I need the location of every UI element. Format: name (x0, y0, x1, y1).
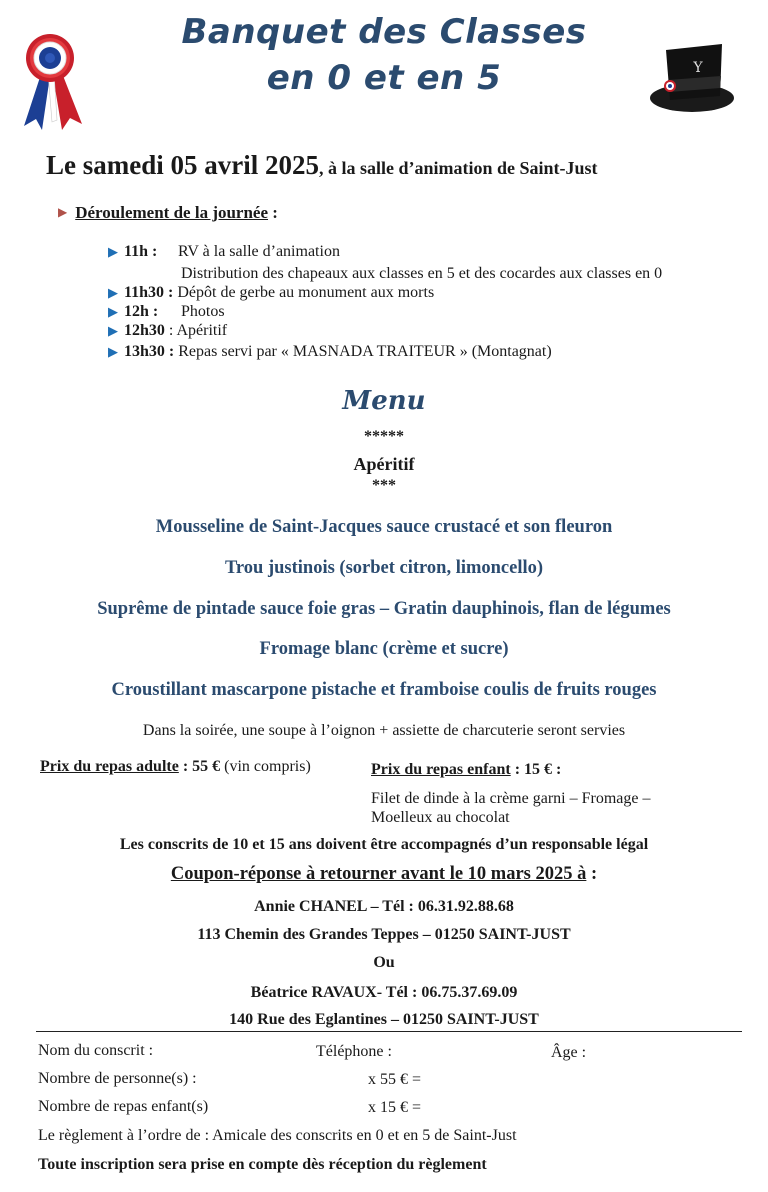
schedule-text: Photos (181, 303, 225, 320)
schedule-time: 11h : (124, 243, 158, 260)
coupon-heading (0, 864, 768, 885)
minors-notice: Les conscrits de 10 et 15 ans doivent être accompagnés d’un responsable légal (119, 836, 649, 853)
schedule-time: 12h : (124, 303, 159, 320)
banner-title-line-2: en 0 et en 5 (266, 58, 502, 98)
contact-2-name: Béatrice RAVAUX- Tél : 06.75.37.69.09 (250, 984, 518, 1001)
form-name-label: Nom du conscrit : (38, 1042, 154, 1059)
menu-dish: Fromage blanc (crème et sucre) (259, 639, 509, 659)
schedule-item (108, 322, 227, 340)
banner-title-line-1: Banquet des Classes (181, 12, 587, 52)
evening-note: Dans la soirée, une soupe à l’oignon + assiette de charcuterie seront servies (142, 722, 626, 739)
schedule-text: Dépôt de gerbe au monument aux morts (177, 284, 435, 301)
contact-1-address: 113 Chemin des Grandes Teppes – 01250 SAINT-JUST (197, 926, 571, 943)
schedule-text: RV à la salle d’animation (178, 243, 340, 260)
child-price (371, 761, 561, 779)
child-price-label: Prix du repas enfant (371, 761, 511, 778)
menu-stars-3: *** (372, 477, 396, 494)
program-heading-label: Déroulement de la journée (75, 203, 269, 222)
form-age-label: Âge : (551, 1044, 587, 1061)
menu-dish: Mousseline de Saint-Jacques sauce crustacé et son fleuron (155, 517, 613, 537)
form-persons-label: Nombre de personne(s) : (38, 1070, 197, 1087)
program-heading (58, 203, 278, 223)
schedule-item (108, 343, 552, 361)
contact-or: Ou (373, 954, 395, 971)
svg-text:Y: Y (693, 60, 703, 76)
play-bullet-icon: ▶ (108, 344, 118, 359)
adult-price-value: : 55 € (178, 758, 221, 775)
play-bullet-icon: ▶ (108, 304, 118, 319)
contact-1-name: Annie CHANEL – Tél : 06.31.92.88.68 (254, 898, 514, 915)
coupon-heading-label: Coupon-réponse à retourner avant le 10 mars 2025 à (170, 864, 587, 884)
form-phone-label: Téléphone : (316, 1043, 392, 1060)
schedule-item (181, 265, 662, 283)
menu-dish: Suprême de pintade sauce foie gras – Gratin dauphinois, flan de légumes (97, 599, 671, 619)
menu-aperitif: Apéritif (353, 454, 415, 474)
contact-2-address: 140 Rue des Eglantines – 01250 SAINT-JUST (229, 1011, 539, 1028)
schedule-text: : Apéritif (168, 322, 228, 339)
adult-price-label: Prix du repas adulte (40, 758, 179, 775)
schedule-time: 13h30 : (124, 343, 175, 360)
adult-price (40, 758, 311, 776)
schedule-item (108, 243, 340, 261)
adult-price-note: (vin compris) (220, 758, 311, 775)
form-child-meals-label: Nombre de repas enfant(s) (38, 1098, 209, 1115)
event-date-line (46, 150, 598, 181)
schedule-text: Distribution des chapeaux aux classes en 5 et des cocardes aux classes en 0 (181, 265, 663, 282)
form-final-note: Toute inscription sera prise en compte dès réception du règlement (38, 1156, 487, 1173)
coupon-heading-colon: : (586, 864, 598, 884)
schedule-item (108, 284, 434, 302)
form-persons-multiplier: x 55 € = (368, 1071, 422, 1088)
menu-dish: Trou justinois (sorbet citron, limoncello) (224, 558, 544, 578)
triangle-bullet-icon: ▶ (58, 205, 68, 219)
event-date: Le samedi 05 avril 2025 (46, 150, 319, 180)
menu-stars-5: ***** (364, 428, 404, 445)
schedule-time: 12h30 (124, 322, 165, 339)
form-child-meals-multiplier: x 15 € = (368, 1099, 422, 1116)
child-price-value: : 15 € : (510, 761, 562, 778)
menu-dish: Croustillant mascarpone pistache et framboise coulis de fruits rouges (111, 680, 657, 700)
form-payment-label: Le règlement à l’ordre de : Amicale des conscrits en 0 et en 5 de Saint-Just (38, 1127, 517, 1144)
child-menu-line: Moelleux au chocolat (371, 809, 510, 826)
play-bullet-icon: ▶ (108, 244, 118, 259)
play-bullet-icon: ▶ (108, 285, 118, 300)
cut-line-divider (36, 1031, 742, 1032)
schedule-text: Repas servi par « MASNADA TRAITEUR » (Montagnat) (178, 343, 552, 360)
schedule-time: 11h30 : (124, 284, 174, 301)
play-bullet-icon: ▶ (108, 323, 118, 338)
menu-title: Menu (342, 386, 426, 416)
program-heading-colon: : (268, 203, 278, 222)
child-menu-line: Filet de dinde à la crème garni – Fromage – (371, 790, 651, 807)
schedule-item (108, 303, 225, 321)
event-venue: , à la salle d’animation de Saint-Just (318, 158, 598, 178)
